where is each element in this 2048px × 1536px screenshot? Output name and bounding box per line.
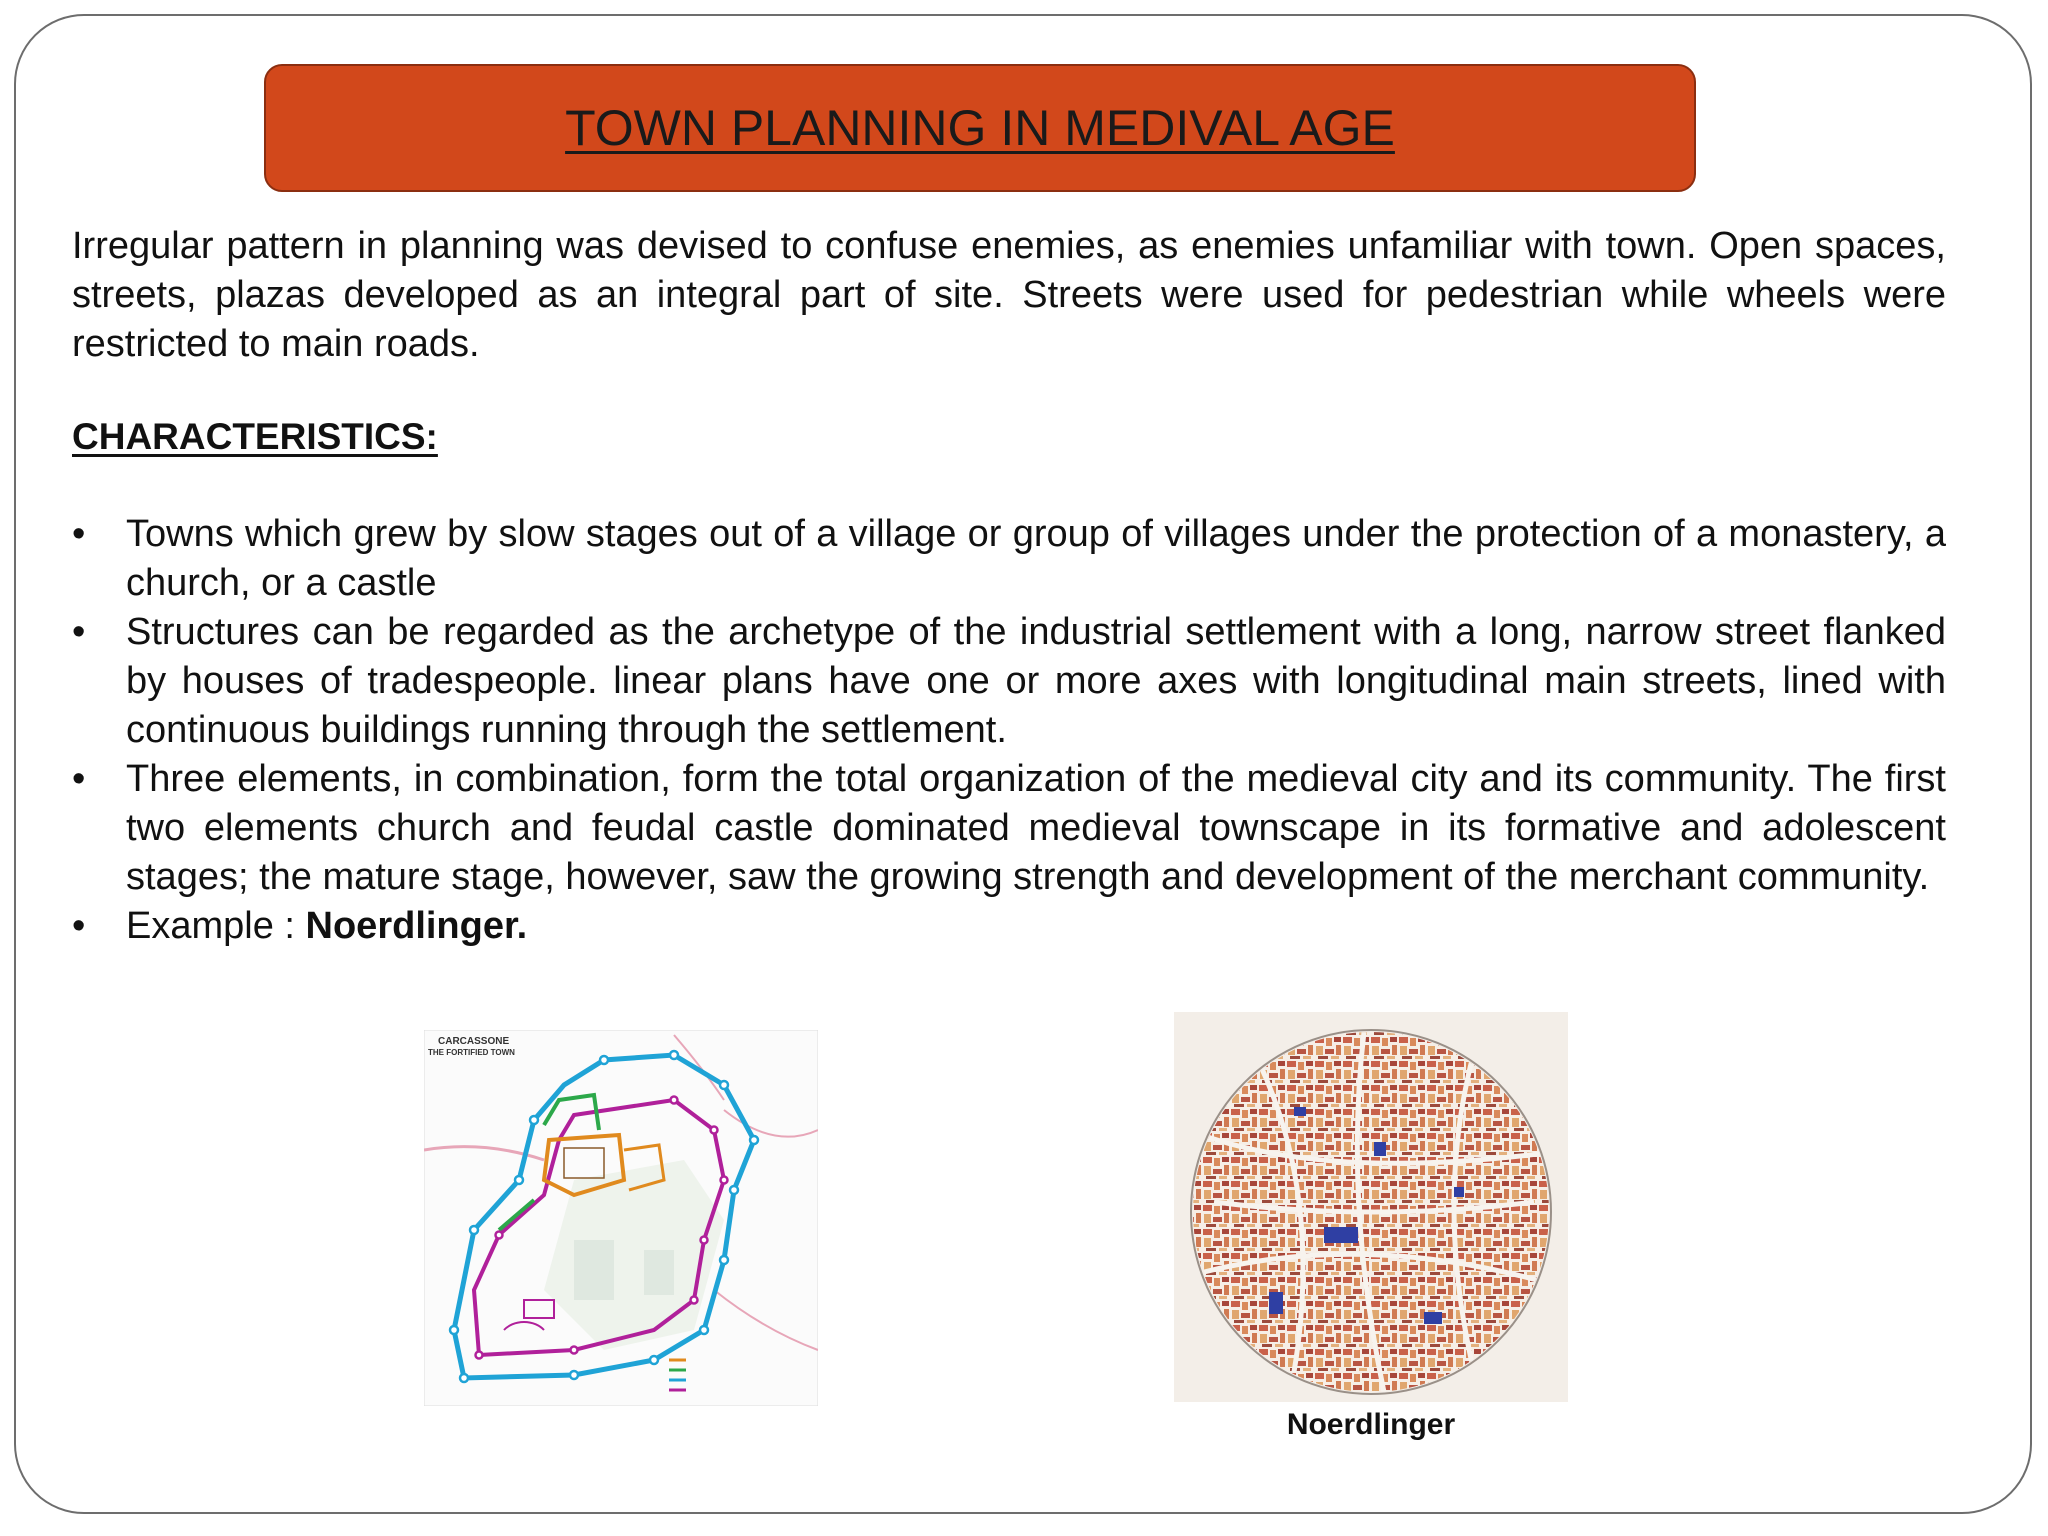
bullet-icon: •: [72, 611, 86, 653]
noerdlinger-caption: Noerdlinger: [1286, 1408, 1456, 1441]
intro-paragraph: Irregular pattern in planning was devised to confuse enemies, as enemies unfamiliar with town. Open spaces, streets, plazas developed as an integral part of site. Streets were used for pedestrian while wheels were restricted to main roads.: [72, 225, 1946, 365]
list-item: [72, 510, 1946, 608]
list-item-example: [72, 902, 1946, 951]
list-item-text: Structures can be regarded as the archetype of the industrial settlement with a long, narrow street flanked by houses of tradespeople. linear plans have one or more axes with longitudinal main streets, lined with continuous buildings running through the settlement.: [126, 611, 1946, 751]
bullet-icon: •: [72, 513, 86, 555]
example-prefix: Example :: [126, 905, 306, 947]
page-title: TOWN PLANNING IN MEDIVAL AGE: [565, 100, 1395, 156]
noerdlinger-plan-image: [1174, 1012, 1568, 1402]
list-item: [72, 608, 1946, 755]
list-item: [72, 755, 1946, 902]
list-item-text: Three elements, in combination, form the total organization of the medieval city and its community. The first two elements church and feudal castle dominated medieval townscape in its formative and adolescent stages; the mature stage, however, saw the growing strength and development of the merchant community.: [126, 758, 1946, 898]
example-value: Noerdlinger.: [305, 905, 528, 947]
map-title-line2: THE FORTIFIED TOWN: [428, 1048, 515, 1057]
carcassonne-map-image: [424, 1030, 818, 1406]
bullet-icon: •: [72, 905, 86, 947]
map-title-line1: CARCASSONE: [438, 1036, 510, 1047]
list-item-text: Towns which grew by slow stages out of a village or group of villages under the protection of a monastery, a church, or a castle: [126, 513, 1946, 604]
characteristics-heading: CHARACTERISTICS:: [72, 416, 438, 457]
characteristics-list: [72, 510, 1946, 951]
title-banner: [264, 64, 1696, 192]
bullet-icon: •: [72, 758, 86, 800]
